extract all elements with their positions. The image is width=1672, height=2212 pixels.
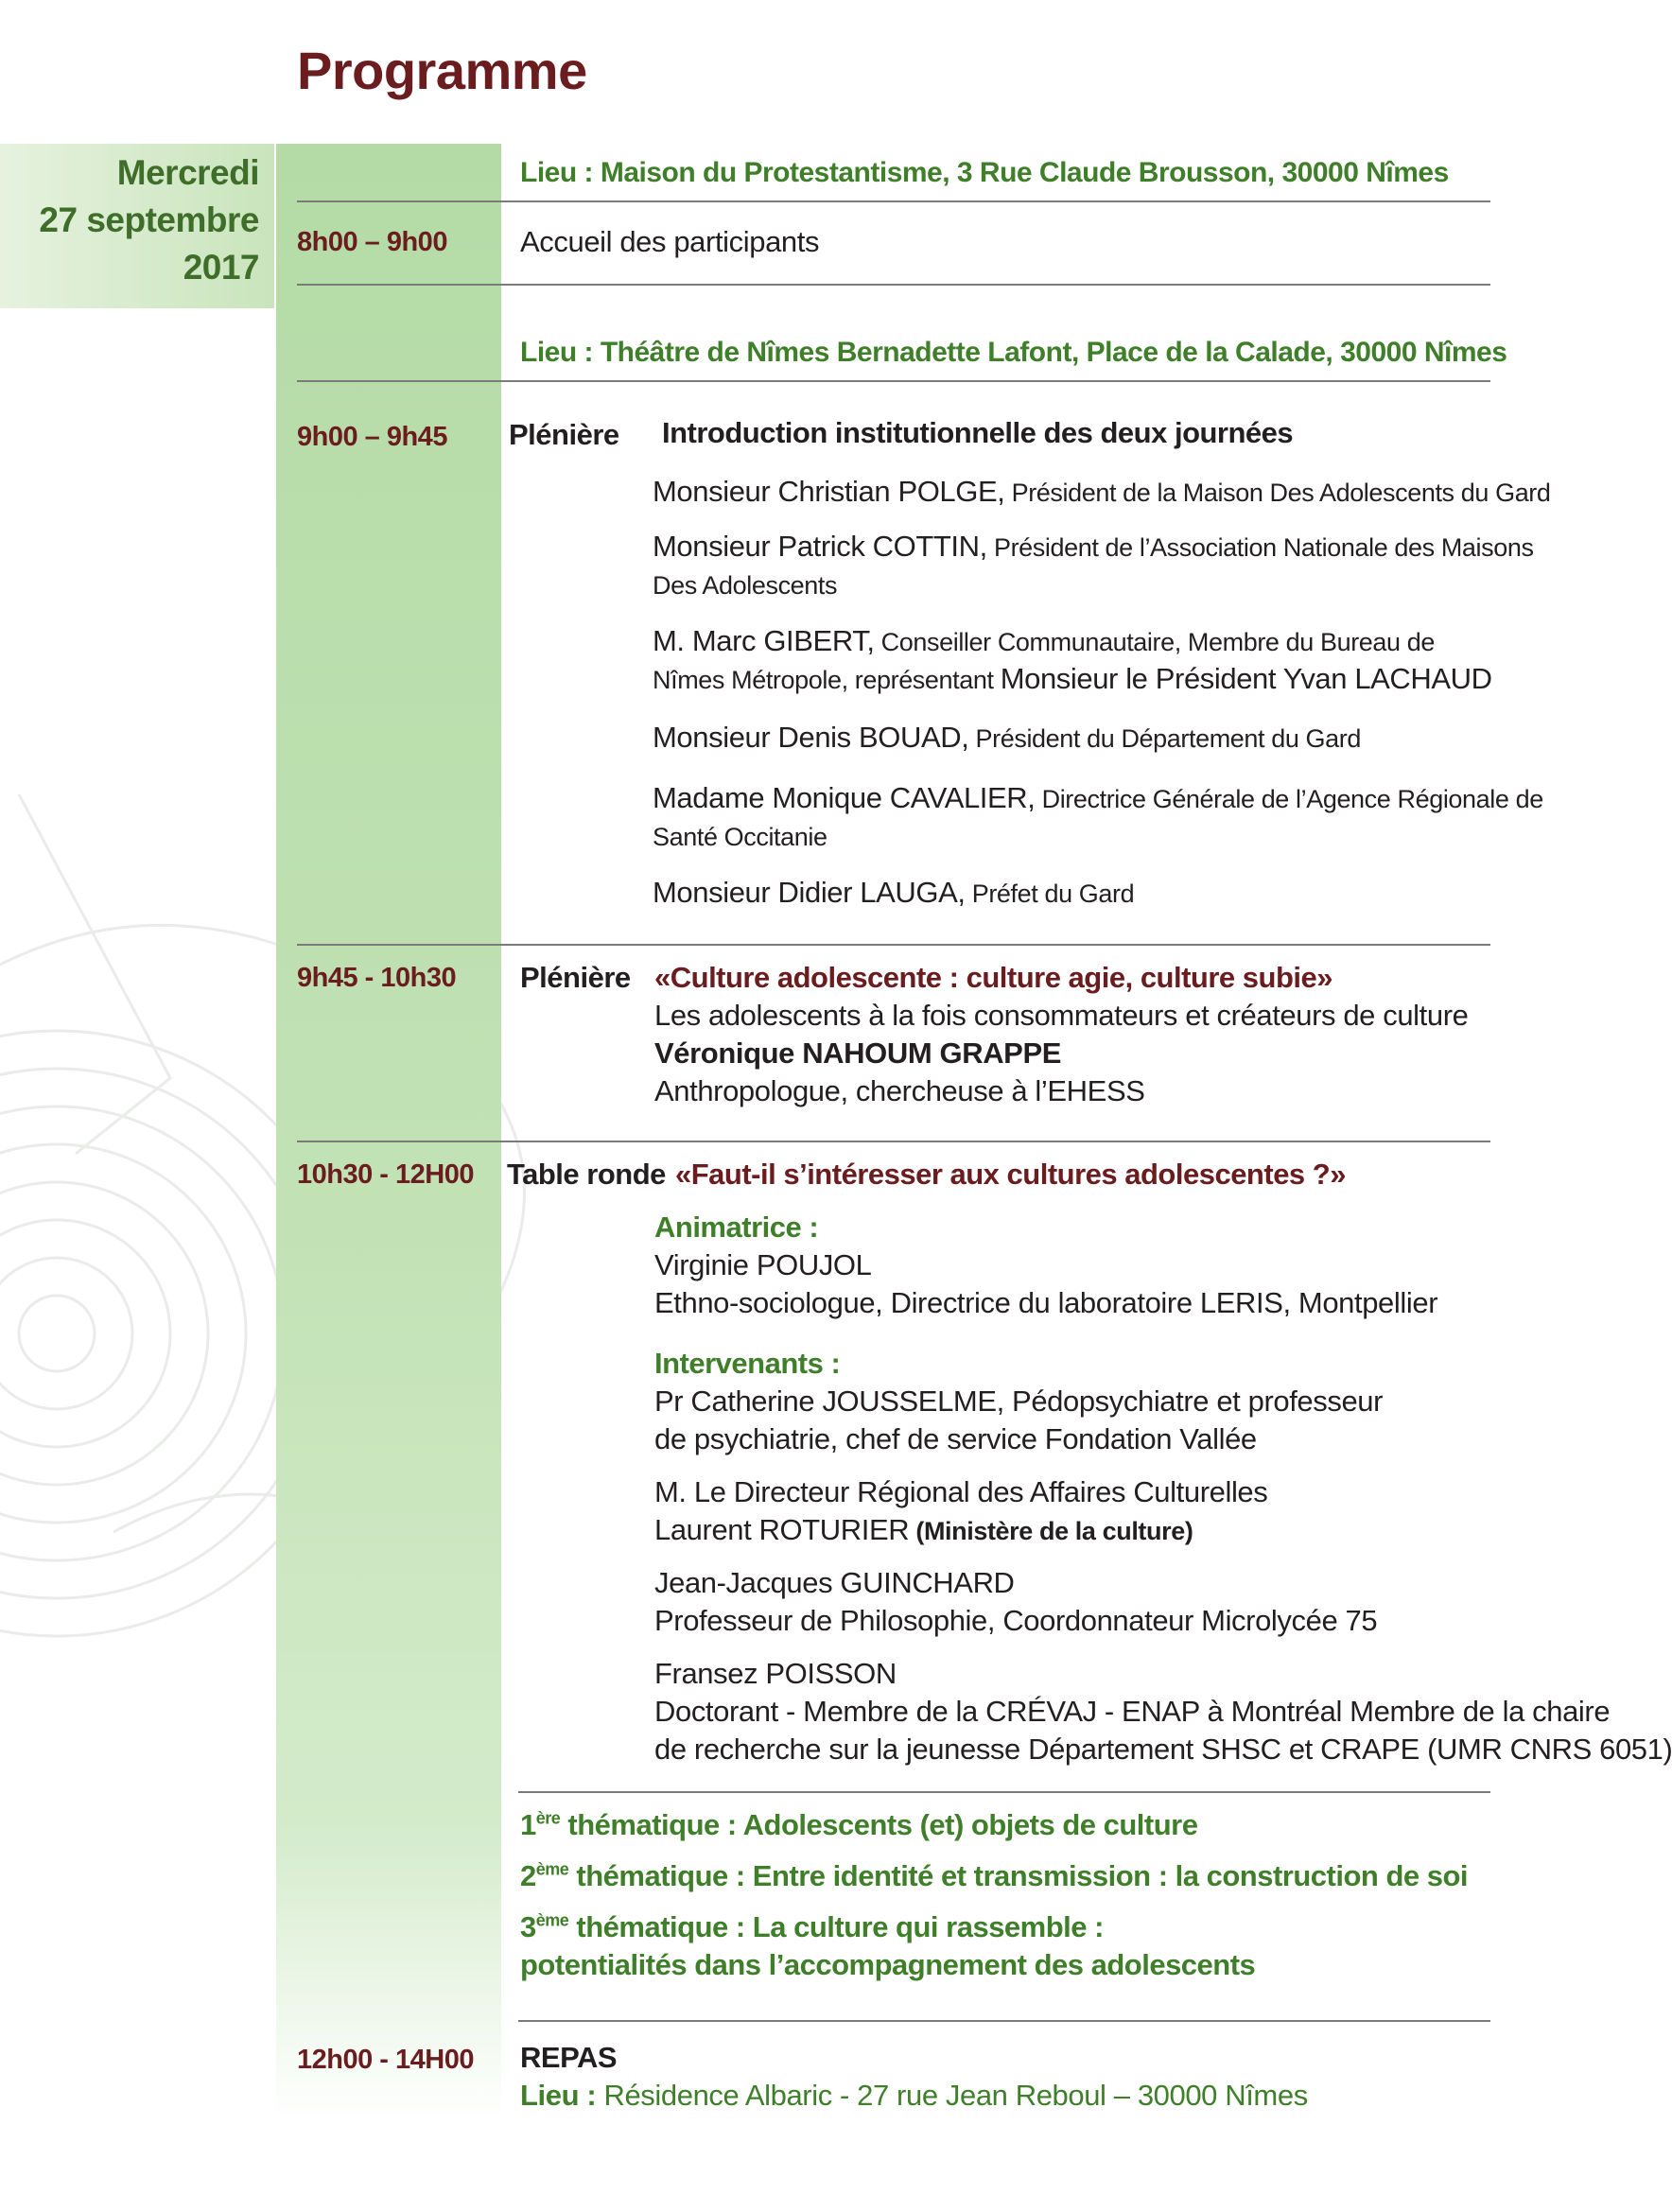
speaker-role: Président de la Maison Des Adolescents du Gard	[1004, 479, 1551, 507]
page-title: Programme	[297, 41, 587, 100]
theme-ordinal: ère	[535, 1808, 561, 1828]
speaker-role: Professeur de Philosophie, Coordonnateur Microlycée 75	[654, 1604, 1378, 1637]
speaker-entry	[654, 1385, 1383, 1419]
session-heading: REPAS	[520, 2041, 618, 2074]
speaker-role-cont: Nîmes Métropole, représentant	[653, 666, 1001, 694]
date-box	[0, 144, 274, 308]
speaker-name: Jean-Jacques GUINCHARD	[654, 1566, 1015, 1599]
speaker-entry	[653, 624, 1435, 658]
session-time: 9h45 - 10h30	[297, 963, 457, 993]
speaker-entry	[653, 781, 1543, 815]
speaker-role: Directrice Générale de l’Agence Régionale de	[1035, 785, 1543, 813]
speaker-role-cont: de psychiatrie, chef de service Fondation Vallée	[654, 1422, 1257, 1455]
speaker-name: Pr Catherine JOUSSELME,	[654, 1385, 1004, 1418]
date-year: 2017	[183, 248, 259, 287]
session-type: Plénière	[520, 961, 631, 994]
speaker-role: Conseiller Communautaire, Membre du Bureau de	[874, 628, 1435, 656]
speaker-entry	[653, 876, 1134, 910]
session-time: 9h00 – 9h45	[297, 422, 447, 452]
speaker-role-cont: Des Adolescents	[653, 571, 838, 600]
session-heading: Introduction institutionnelle des deux journées	[662, 416, 1294, 449]
speaker-name: Monsieur Didier LAUGA,	[653, 876, 966, 909]
theme-number: 3	[520, 1910, 536, 1943]
speaker-name: Monsieur Patrick COTTIN,	[653, 530, 987, 563]
theme-2	[520, 1859, 1468, 1893]
speaker-role: Préfet du Gard	[965, 880, 1135, 908]
session-title: Accueil des participants	[520, 225, 820, 258]
speaker-entry-cont	[653, 662, 1492, 696]
theme-text: thématique : Adolescents (et) objets de culture	[560, 1808, 1198, 1841]
session-description: Les adolescents à la fois consommateurs et créateurs de culture	[654, 999, 1469, 1032]
session-type: Plénière	[509, 418, 619, 451]
speaker-entry	[653, 475, 1551, 509]
theme-3-cont: potentialités dans l’accompagnement des adolescents	[520, 1948, 1256, 1981]
divider	[518, 1791, 1490, 1793]
speaker-role: Ethno-sociologue, Directrice du laboratoire LERIS, Montpellier	[654, 1286, 1438, 1319]
divider	[518, 2020, 1490, 2022]
speaker-affiliation: (Ministère de la culture)	[909, 1517, 1193, 1545]
date-label	[39, 149, 259, 291]
speaker-name: Monsieur le Président Yvan LACHAUD	[1000, 662, 1492, 695]
theme-number: 2	[520, 1859, 536, 1892]
divider	[297, 944, 1490, 946]
session-time: 10h30 - 12H00	[297, 1159, 474, 1190]
speaker-name: Virginie POUJOL	[654, 1248, 872, 1281]
speaker-entry	[653, 530, 1534, 564]
speaker-role: Président de l’Association Nationale des Maisons	[986, 533, 1534, 562]
session-time: 12h00 - 14H00	[297, 2045, 474, 2075]
speaker-role-cont: de recherche sur la jeunesse Département SHSC et CRAPE (UMR CNRS 6051)	[654, 1733, 1672, 1766]
venue-1: Lieu : Maison du Protestantisme, 3 Rue Claude Brousson, 30000 Nîmes	[520, 157, 1449, 188]
venue-2: Lieu : Théâtre de Nîmes Bernadette Lafont, Place de la Calade, 30000 Nîmes	[520, 337, 1507, 368]
theme-text: thématique : Entre identité et transmission : la construction de soi	[568, 1859, 1469, 1892]
session-heading: «Culture adolescente : culture agie, culture subie»	[654, 961, 1332, 994]
divider	[297, 284, 1490, 286]
speaker-entry	[654, 1513, 1193, 1547]
speaker-title: M. Le Directeur Régional des Affaires Culturelles	[654, 1475, 1268, 1508]
venue-label: Lieu :	[520, 2079, 597, 2112]
speaker-name: Madame Monique CAVALIER,	[653, 781, 1036, 814]
session-type: Table ronde	[507, 1158, 666, 1191]
divider	[297, 200, 1490, 202]
session-time: 8h00 – 9h00	[297, 227, 447, 257]
theme-ordinal: ème	[535, 1910, 569, 1930]
theme-ordinal: ème	[535, 1859, 569, 1879]
speakers-label: Intervenants :	[654, 1347, 841, 1380]
theme-number: 1	[520, 1808, 536, 1841]
venue-3	[520, 2079, 1308, 2113]
date-day: Mercredi	[116, 153, 259, 192]
session-heading: «Faut-il s’intéresser aux cultures adolescentes ?»	[675, 1158, 1346, 1191]
speaker-name: Monsieur Christian POLGE,	[653, 475, 1005, 508]
theme-text: thématique : La culture qui rassemble :	[568, 1910, 1104, 1943]
theme-1	[520, 1808, 1197, 1842]
date-month: 27 septembre	[39, 200, 259, 239]
speaker-name: Fransez POISSON	[654, 1657, 897, 1690]
speaker-role: Anthropologue, chercheuse à l’EHESS	[654, 1074, 1145, 1107]
speaker-name: Laurent ROTURIER	[654, 1513, 910, 1546]
divider	[297, 1141, 1490, 1142]
venue-address: Résidence Albaric - 27 rue Jean Reboul – 30000 Nîmes	[596, 2079, 1308, 2112]
speaker-role: Doctorant - Membre de la CRÉVAJ - ENAP à Montréal Membre de la chaire	[654, 1695, 1611, 1728]
speaker-role-cont: Santé Occitanie	[653, 823, 827, 851]
speaker-name: Monsieur Denis BOUAD,	[653, 721, 969, 754]
speaker-entry	[653, 721, 1361, 755]
speaker-name: Véronique NAHOUM GRAPPE	[654, 1036, 1062, 1070]
speaker-name: M. Marc GIBERT,	[653, 624, 875, 657]
speaker-role: Pédopsychiatre et professeur	[1003, 1385, 1384, 1418]
theme-3	[520, 1910, 1104, 1944]
moderator-label: Animatrice :	[654, 1211, 819, 1244]
speaker-role: Président du Département du Gard	[968, 724, 1361, 753]
divider	[297, 380, 1490, 382]
